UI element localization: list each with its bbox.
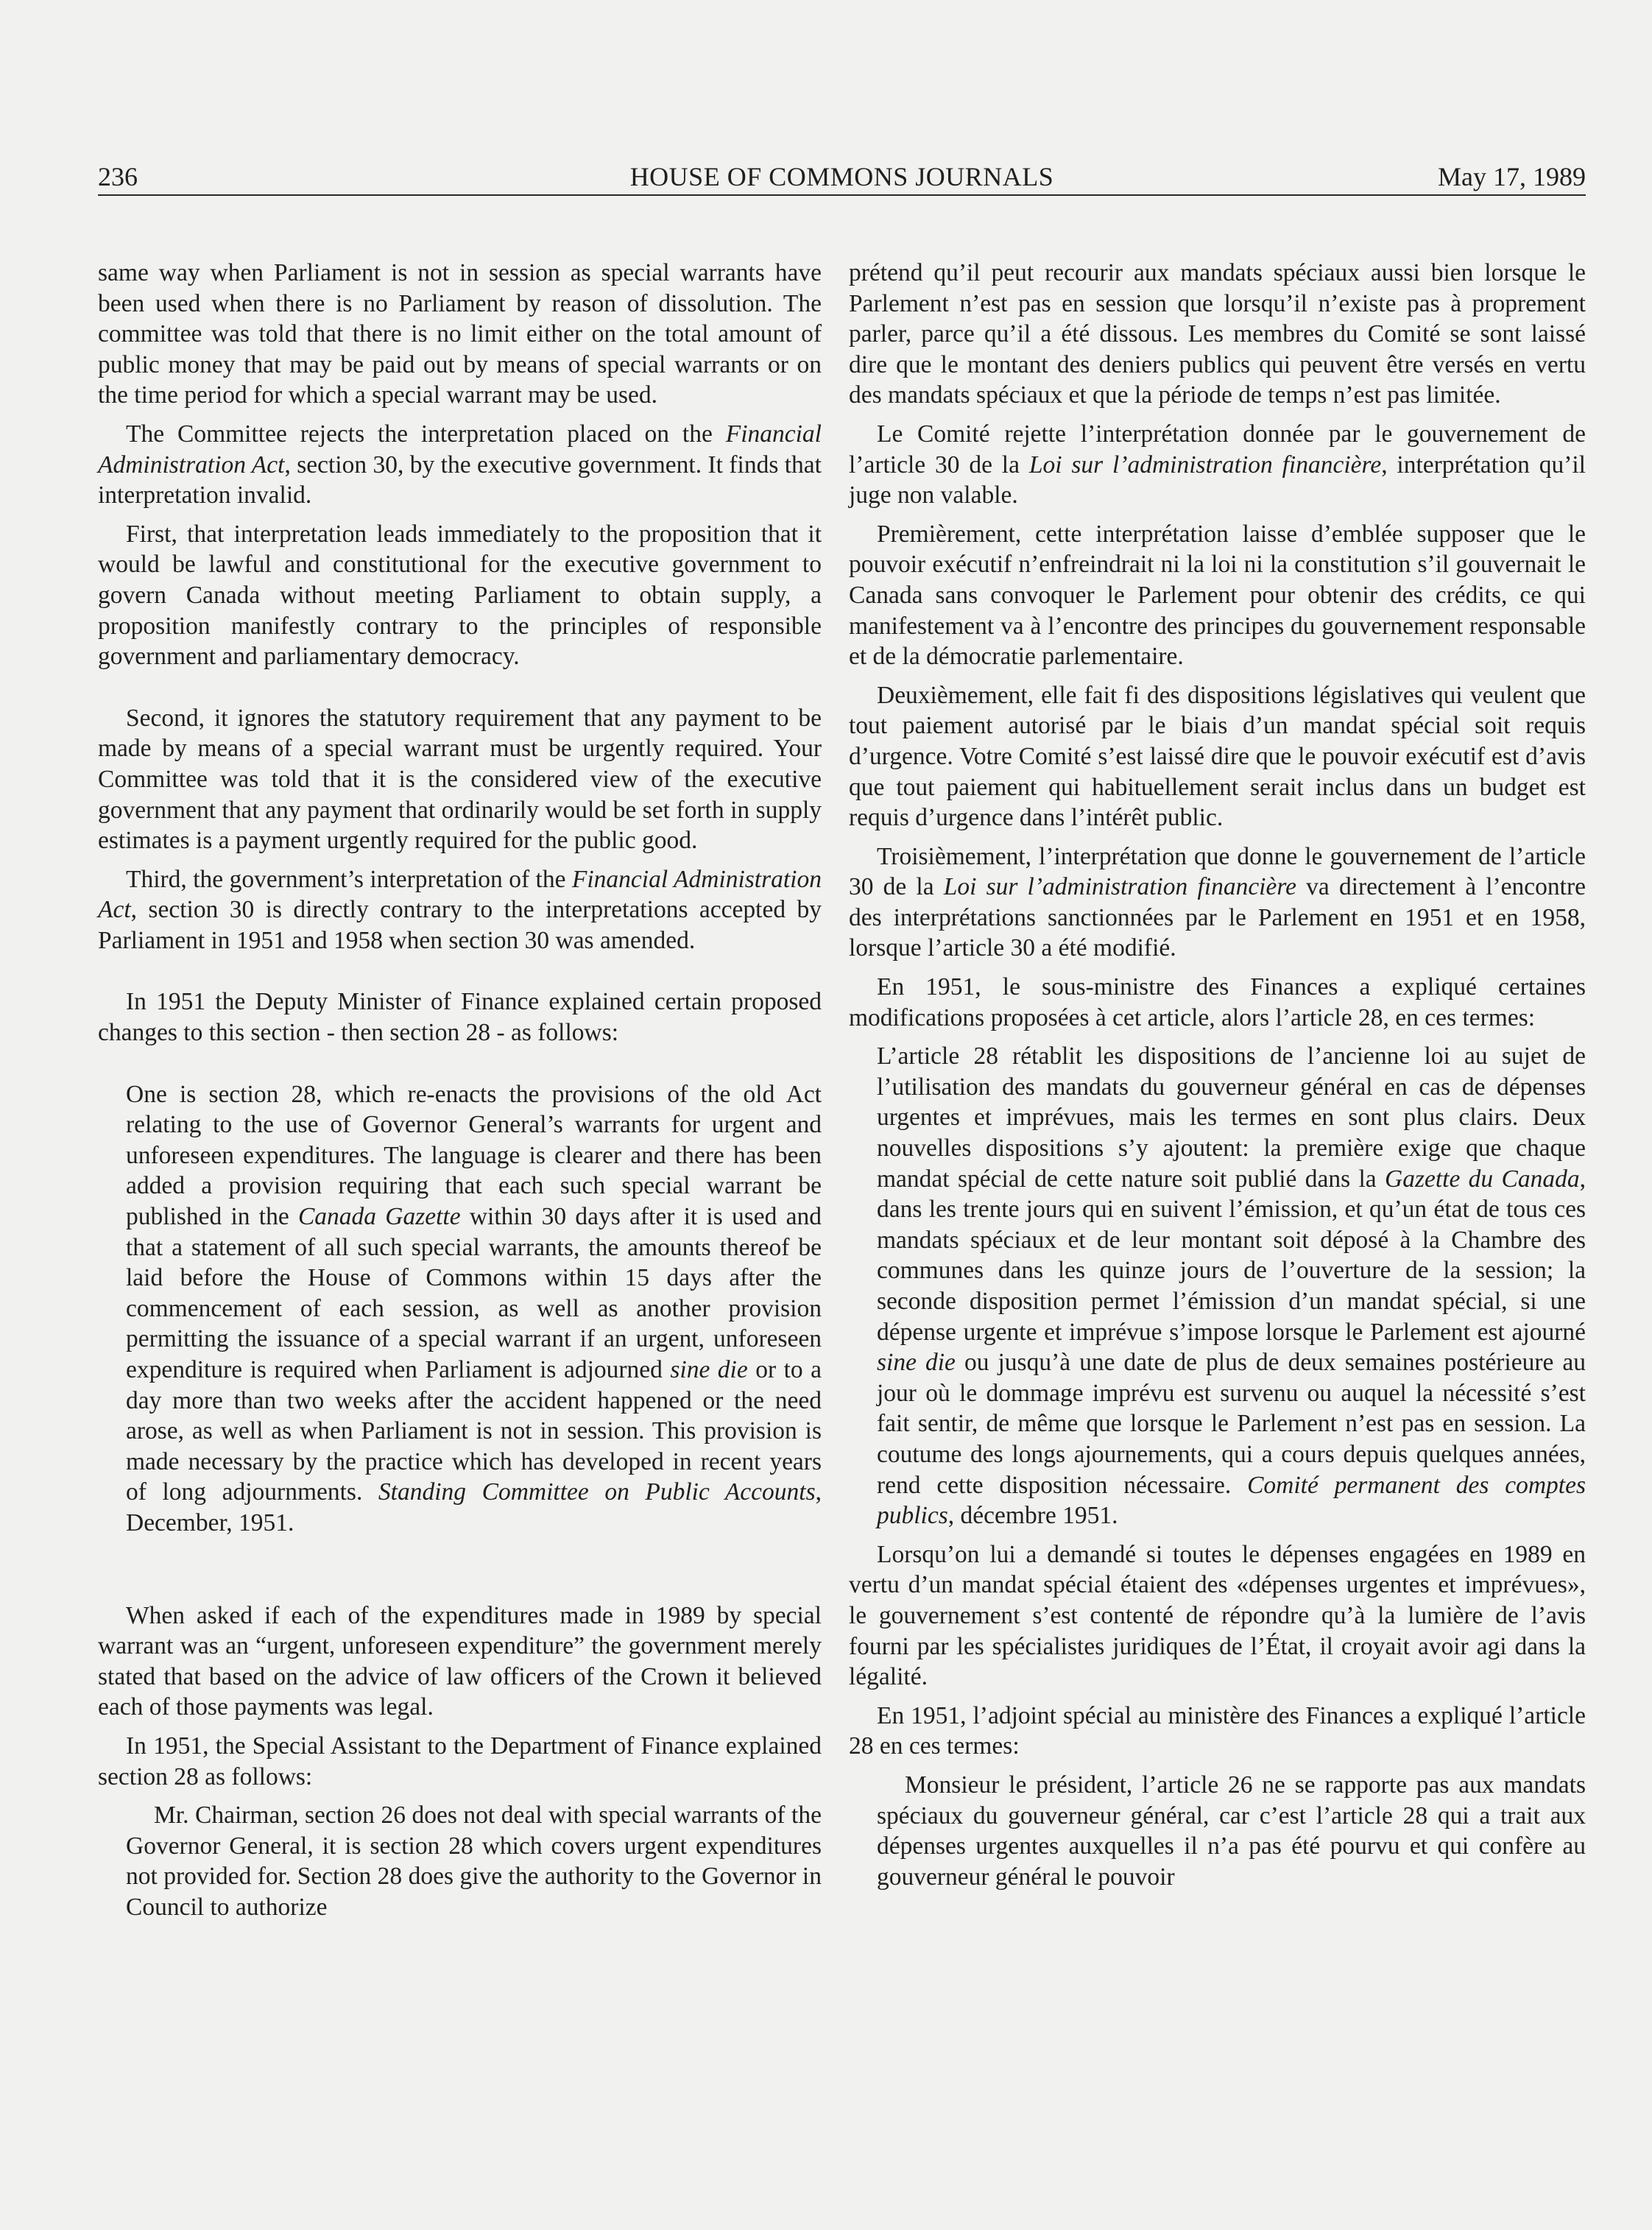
fr-paragraph-2: Le Comité rejette l’interprétation donnée par le gouvernement de l’article 30 de la Loi sur l’administration financière, interprétation qu’il juge non valable. bbox=[849, 420, 1586, 509]
en-paragraph-8: In 1951, the Special Assistant to the Department of Finance explained section 28 as follows: bbox=[98, 1732, 822, 1790]
en-paragraph-5: Third, the government’s interpretation of the Financial Administration Act, section 30 is directly contrary to the interpretations accepted by Parliament in 1951 and 1958 when section 30 was amended. bbox=[98, 865, 822, 954]
en-paragraph-2: The Committee rejects the interpretation placed on the Financial Administration Act, section 30, by the executive government. It finds that interpretation invalid. bbox=[98, 420, 822, 509]
fr-paragraph-4: Deuxièmement, elle fait fi des dispositions législatives qui veulent que tout paiement autorisé par le biais d’un mandat spécial soit requis d’urgence. Votre Comité s’est laissé dire que le pouvoir exécutif est d’avis que tout paiement qui habituellement serait inclus dans un budget est requis d’urgence dans l’intérêt public. bbox=[849, 681, 1586, 832]
en-paragraph-7: When asked if each of the expenditures made in 1989 by special warrant was an “urgent, unforeseen expenditure” the government merely stated that based on the advice of law officers of the Crown it believed each of those payments was legal. bbox=[98, 1601, 822, 1721]
page-header bbox=[98, 156, 1586, 196]
fr-paragraph-6: En 1951, le sous-ministre des Finances a expliqué certaines modifications proposées à cet article, alors l’article 28, en ces termes: bbox=[849, 973, 1586, 1031]
en-paragraph-4: Second, it ignores the statutory requirement that any payment to be made by means of a special warrant must be urgently required. Your Committee was told that it is the considered view of the executive government that any payment that ordinarily would be set forth in supply estimates is a payment urgently required for the public good. bbox=[98, 704, 822, 855]
journal-date: May 17, 1989 bbox=[1438, 162, 1586, 191]
en-quote-1: One is section 28, which re-enacts the provisions of the old Act relating to the use of Governor General’s warrants for urgent and unforeseen expenditures. The language is clearer and there has been added a provision requiring that each such special warrant be published in the Canada Gazette within 30 days after it is used and that a statement of all such special warrants, the amounts thereof be laid before the House of Commons within 15 days after the commencement of each session, as well as another provision permitting the issuance of a special warrant if an urgent, unforeseen expenditure is required when Parliament is adjourned sine die or to a day more than two weeks after the accident happened or the need arose, as well as when Parliament is not in session. This provision is made necessary by the practice which has developed in recent years of long adjournments. Standing Committee on Public Accounts, December, 1951. bbox=[126, 1080, 822, 1536]
en-paragraph-1: same way when Parliament is not in session as special warrants have been used when there is no Parliament by reason of dissolution. The committee was told that there is no limit either on the total amount of public money that may be paid out by means of special warrants or on the time period for which a special warrant may be used. bbox=[98, 259, 822, 409]
en-paragraph-6: In 1951 the Deputy Minister of Finance explained certain proposed changes to this section - then section 28 - as follows: bbox=[98, 988, 822, 1047]
fr-paragraph-3: Premièrement, cette interprétation laisse d’emblée supposer que le pouvoir exécutif n’enfreindrait ni la loi ni la constitution s’il gouvernait le Canada sans convoquer le Parlement pour obtenir des crédits, ce qui manifestement va à l’encontre des principes du gouvernement responsable et de la démocratie parlementaire. bbox=[849, 520, 1586, 671]
journal-title: HOUSE OF COMMONS JOURNALS bbox=[629, 162, 1054, 191]
french-column bbox=[849, 258, 1586, 1900]
en-paragraph-3: First, that interpretation leads immediately to the proposition that it would be lawful and constitutional for the executive government to govern Canada without meeting Parliament to obtain supply, a proposition manifestly contrary to the principles of responsible government and parliamentary democracy. bbox=[98, 520, 822, 671]
en-quote-2: Mr. Chairman, section 26 does not deal with special warrants of the Governor General, it is section 28 which covers urgent expenditures not provided for. Section 28 does give the authority to the Governor in Council to authorize bbox=[126, 1802, 822, 1921]
fr-paragraph-7: Lorsqu’on lui a demandé si toutes le dépenses engagées en 1989 en vertu d’un mandat spécial étaient des «dépenses urgentes et imprévues», le gouvernement s’est contenté de répondre qu’à la lumière de l’avis fourni par les spécialistes juridiques de l’État, il croyait avoir agi dans la légalité. bbox=[849, 1540, 1586, 1691]
page-number: 236 bbox=[98, 162, 138, 191]
fr-quote-2: Monsieur le président, l’article 26 ne se rapporte pas aux mandats spéciaux du gouverneur général, car c’est l’article 28 qui a trait aux dépenses urgentes auxquelles il n’a pas été pourvu et qui confère au gouverneur général le pouvoir bbox=[877, 1771, 1586, 1891]
fr-paragraph-8: En 1951, l’adjoint spécial au ministère des Finances a expliqué l’article 28 en ces termes: bbox=[849, 1701, 1586, 1760]
fr-paragraph-5: Troisièmement, l’interprétation que donne le gouvernement de l’article 30 de la Loi sur l’administration financière va directement à l’encontre des interprétations sanctionnées par le Parlement en 1951 et en 1958, lorsque l’article 30 a été modifié. bbox=[849, 842, 1586, 962]
fr-paragraph-1: prétend qu’il peut recourir aux mandats spéciaux aussi bien lorsque le Parlement n’est pas en session que lorsqu’il n’existe pas à proprement parler, parce qu’il a été dissous. Les membres du Comité se sont laissé dire que le montant des deniers publics qui peuvent être versés en vertu des mandats spéciaux et que la période de temps n’est pas limitée. bbox=[849, 259, 1586, 409]
english-column bbox=[98, 258, 822, 1931]
fr-quote-1: L’article 28 rétablit les dispositions de l’ancienne loi au sujet de l’utilisation des mandats du gouverneur général en cas de dépenses urgentes et imprévues, mais les termes en sont plus clairs. Deux nouvelles dispositions s’y ajoutent: la première exige que chaque mandat spécial de cette nature soit publié dans la Gazette du Canada, dans les trente jours qui en suivent l’émission, et qu’un état de tous ces mandats spéciaux et de leur montant soit déposé à la Chambre des communes dans les quinze jours de l’ouverture de la session; la seconde disposition permet l’émission d’un mandat spécial, si une dépense urgente et imprévue s’impose lorsque le Parlement est ajourné sine die ou jusqu’à une date de plus de deux semaines postérieure au jour où le dommage imprévu est survenu ou auquel la nécessité s’est fait sentir, de même que lorsque le Parlement n’est pas en session. La coutume des longs ajournements, qui a cours depuis quelques années, rend cette disposition nécessaire. Comité permanent des comptes publics, décembre 1951. bbox=[877, 1042, 1586, 1530]
